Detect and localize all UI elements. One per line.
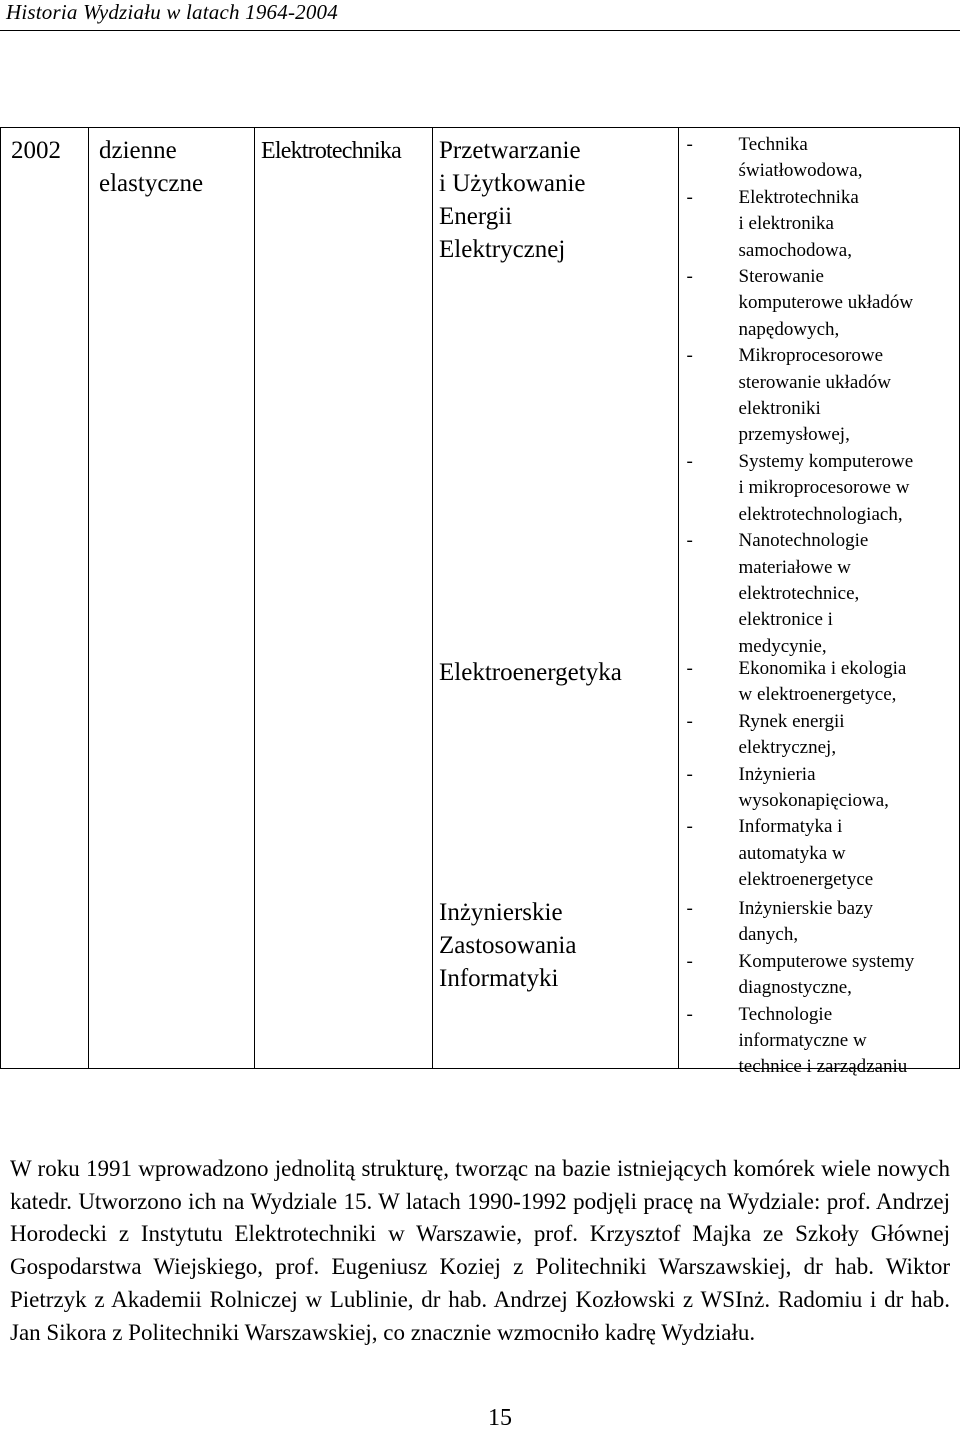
specialization-row bbox=[433, 128, 960, 656]
page-header bbox=[0, 0, 960, 31]
specialization-items-cell bbox=[678, 128, 960, 656]
specialization-name-line: i Użytkowanie bbox=[439, 170, 586, 197]
year-value: 2002 bbox=[11, 137, 61, 164]
list-item: - Systemy komputerowe i mikroprocesorowe w elektrotechnologiach, bbox=[686, 450, 914, 525]
specialization-name-line: Energii bbox=[439, 203, 513, 230]
page-number: 15 bbox=[488, 1405, 512, 1431]
list-item: - Technologie informatyczne w technice i zarządzaniu bbox=[686, 1003, 908, 1078]
table-row bbox=[1, 128, 960, 1069]
list-item: - Inżynieria wysokonapięciowa, bbox=[686, 763, 889, 812]
specialization-name-line: Zastosowania bbox=[439, 932, 577, 959]
specializations-cell bbox=[433, 128, 960, 1078]
specialization-row bbox=[433, 896, 960, 1068]
specialization-items-list bbox=[679, 896, 960, 1081]
specializations-grid bbox=[433, 128, 960, 1078]
list-item: - Komputerowe systemy diagnostyczne, bbox=[686, 950, 915, 999]
list-item: - Informatyka i automatyka w elektroenergetyce bbox=[686, 816, 874, 891]
field-of-study: Elektrotechnika bbox=[261, 138, 401, 164]
specialization-name-line: Elektrycznej bbox=[439, 236, 566, 263]
study-programs-table bbox=[0, 127, 960, 1078]
specialization-name-line: Informatyki bbox=[439, 965, 559, 992]
study-mode-line: dzienne bbox=[99, 137, 177, 164]
specialization-items-block bbox=[679, 128, 960, 656]
list-item: - Technika światłowodowa, bbox=[686, 134, 863, 182]
specialization-items-cell bbox=[678, 896, 960, 1078]
year-cell bbox=[1, 128, 89, 1069]
specialization-items-block bbox=[679, 656, 960, 896]
specialization-items-list bbox=[679, 656, 960, 894]
list-item: - Rynek energii elektrycznej, bbox=[686, 710, 845, 759]
specialization-row bbox=[433, 656, 960, 896]
list-item: - Inżynierskie bazy danych, bbox=[686, 898, 874, 946]
specialization-name-line: Inżynierskie bbox=[439, 899, 563, 926]
list-item: - Elektrotechnika i elektronika samochodowa, bbox=[686, 186, 859, 261]
specialization-name-line: Elektroenergetyka bbox=[439, 659, 622, 686]
specialization-name-cell bbox=[433, 128, 678, 656]
field-of-study-cell bbox=[255, 128, 433, 1069]
list-item: - Sterowanie komputerowe układów napędowych, bbox=[686, 266, 914, 340]
study-mode-line: elastyczne bbox=[99, 170, 204, 197]
specialization-items-list bbox=[679, 128, 960, 660]
specialization-name-cell bbox=[433, 656, 678, 896]
specialization-items-block bbox=[679, 896, 960, 1078]
list-item: - Ekonomika i ekologia w elektroenergetyce, bbox=[686, 658, 907, 706]
running-title: Historia Wydziału w latach 1964-2004 bbox=[6, 0, 338, 24]
list-item: - Mikroprocesorowe sterowanie układów elektroniki przemysłowej, bbox=[686, 345, 891, 446]
body-paragraph: W roku 1991 wprowadzono jednolitą strukturę, tworząc na bazie istniejących komórek wiele nowych katedr. Utworzono ich na Wydziale 15. W latach 1990-1992 podjęli pracę na Wydziale: prof. Andrzej Horodecki z Instytutu Elektrotechniki w Warszawie, prof. Krzysztof Majka ze Szkoły Głównej Gospodarstwa Wiejskiego, prof. Eugeniusz Koziej z Politechniki Warszawskiej, dr hab. Wiktor Pietrzyk z Akademii Rolniczej w Lublinie, dr hab. Andrzej Kozłowski z WSInż. Radomiu i dr hab. Jan Sikora z Politechniki Warszawskiej, co znacznie wzmocniło kadrę Wydziału. bbox=[10, 1156, 950, 1345]
study-mode-cell bbox=[89, 128, 255, 1069]
specialization-items-cell bbox=[678, 656, 960, 896]
specialization-name-cell bbox=[433, 896, 678, 1068]
specialization-name-line: Przetwarzanie bbox=[439, 137, 581, 164]
list-item: - Nanotechnologie materiałowe w elektrotechnice, elektronice i medycynie, bbox=[686, 530, 869, 657]
